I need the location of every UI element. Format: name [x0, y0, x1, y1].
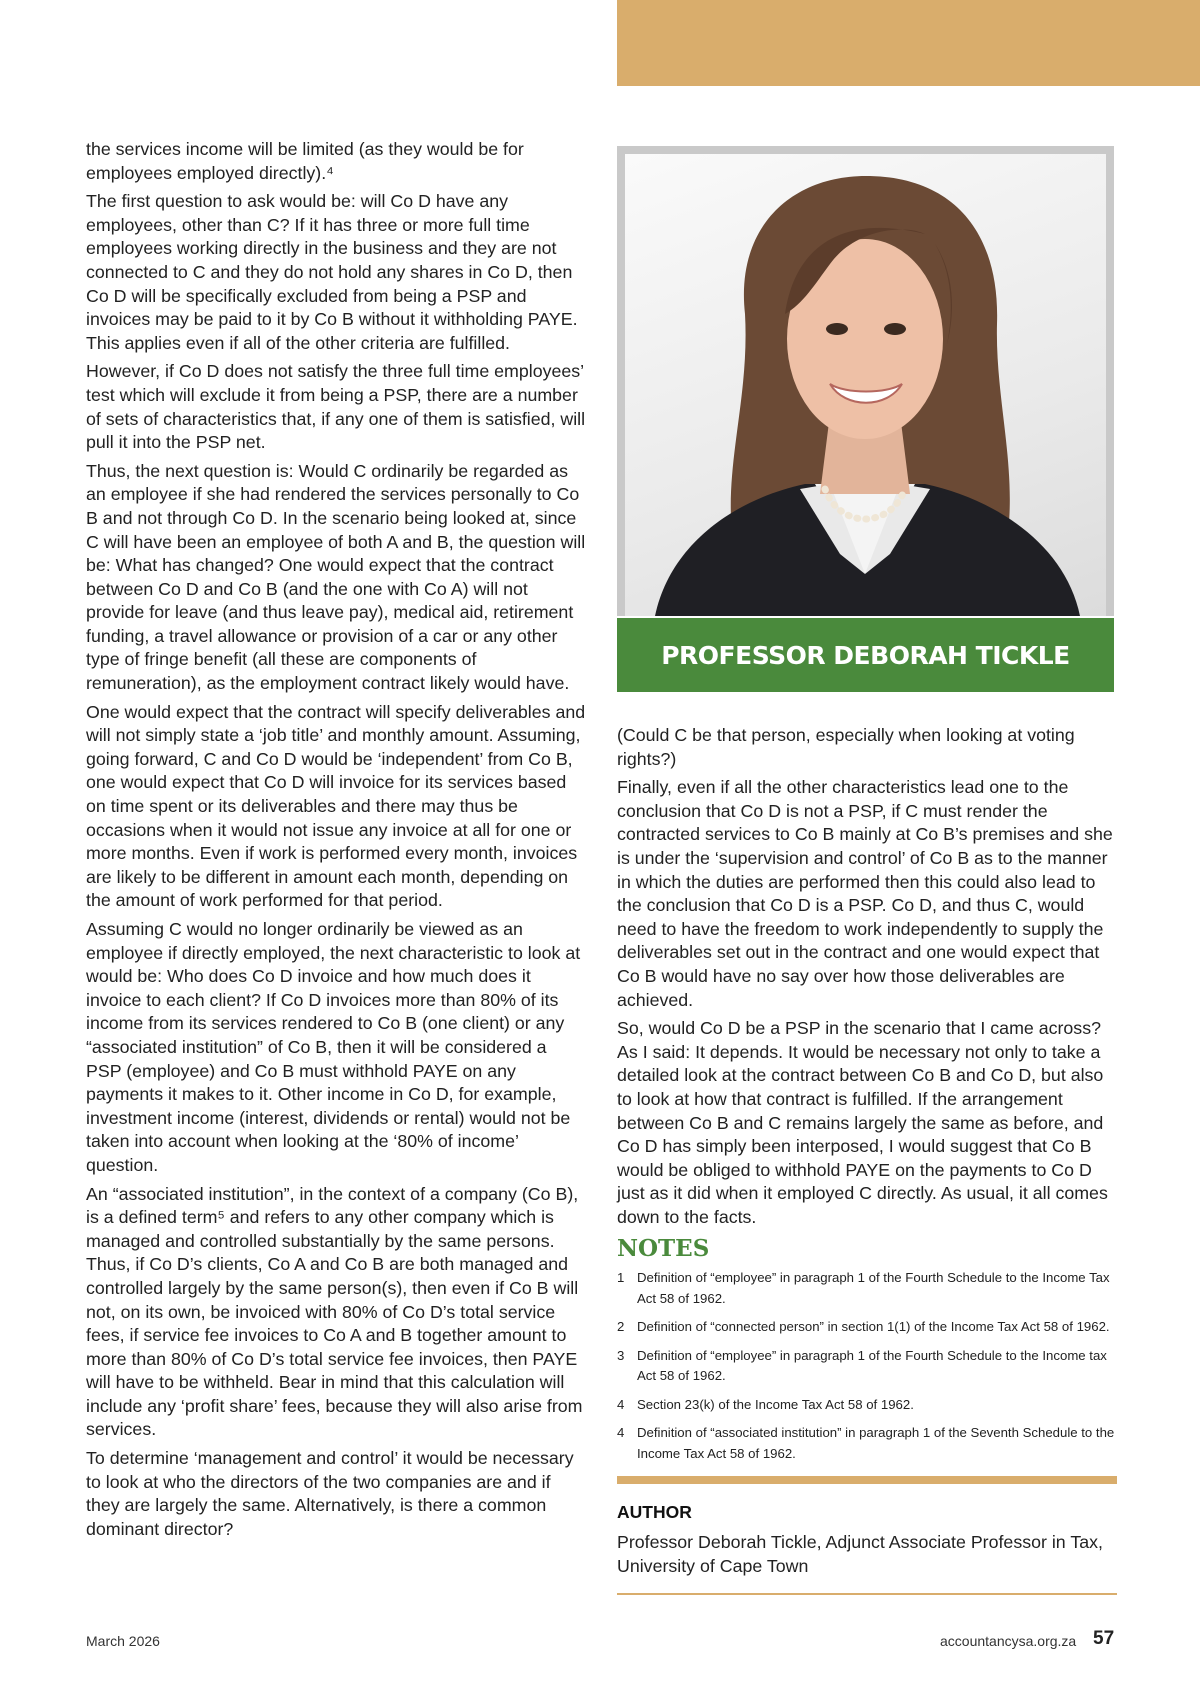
note-text: Definition of “employee” in paragraph 1 of the Fourth Schedule to the Income Tax Act 58 of 1962.	[637, 1270, 1110, 1306]
top-accent-bar	[617, 0, 1200, 86]
note-text: Definition of “associated institution” in paragraph 1 of the Seventh Schedule to the Income Tax Act 58 of 1962.	[637, 1425, 1115, 1461]
note-item	[617, 1346, 1117, 1387]
body-paragraph: However, if Co D does not satisfy the three full time employees’ test which will exclude it from being a PSP, there are a number of sets of characteristics that, if any one of them is satisfied, will pull it into the PSP net.	[86, 361, 586, 453]
body-paragraph: To determine ‘management and control’ it would be necessary to look at who the directors of the two companies are and if they are largely the same. Alternatively, is there a common dominant director?	[86, 1448, 574, 1539]
note-item	[617, 1317, 1117, 1338]
note-number: 4	[617, 1425, 625, 1441]
note-text: Section 23(k) of the Income Tax Act 58 of 1962.	[637, 1396, 914, 1412]
author-photo	[617, 146, 1114, 616]
notes-heading: NOTES	[617, 1235, 710, 1263]
author-text: Professor Deborah Tickle, Adjunct Associate Professor in Tax, University of Cape Town	[617, 1532, 1103, 1577]
portrait-photo-icon	[625, 154, 1106, 616]
body-paragraph: An “associated institution”, in the context of a company (Co B), is a defined term⁵ and refers to any other company which is managed and controlled substantially by the same persons. Thus, if Co D’s clients, Co A and Co B are both managed and controlled largely by the same person(s), then even if Co B will not, on its own, be invoiced with 80% of Co D’s total service fees, if service fee invoices to Co A and B together amount to more than 80% of Co D’s total service fee invoices, then PAYE will have to be withheld. Bear in mind that this calculation will include any ‘profit share’ fees, because they will also arise from services.	[86, 1183, 583, 1440]
footer-date: March 2026	[86, 1633, 160, 1649]
note-number: 1	[617, 1270, 625, 1286]
note-item	[617, 1395, 1117, 1416]
note-text: Definition of “employee” in paragraph 1 of the Fourth Schedule to the Income tax Act 58 of 1962.	[637, 1347, 1107, 1384]
body-paragraph: The first question to ask would be: will Co D have any employees, other than C? If it has three or more full time employees working directly in the business and they are not connected to C and they do not hold any shares in Co D, then Co D will be specifically excluded from being a PSP and invoices may be paid to it by Co B without it withholding PAYE. This applies even if all of the other criteria are fulfilled.	[86, 191, 578, 353]
body-paragraph: the services income will be limited (as they would be for employees employed directly).⁴	[86, 139, 524, 183]
body-paragraph: Finally, even if all the other characteristics lead one to the conclusion that Co D is not a PSP, if C must render the contracted services to Co B mainly at Co B’s premises and she is under the ‘supervision and control’ of Co B as to the manner in which the duties are performed then this could also lead to the conclusion that Co D is a PSP. Co D, and thus C, would need to have the freedom to work independently to supply the deliverables set out in the contract and one would expect that Co B would have no say over how those deliverables are achieved.	[617, 777, 1113, 1010]
note-text: Definition of “connected person” in section 1(1) of the Income Tax Act 58 of 1962.	[637, 1319, 1110, 1335]
body-paragraph: (Could C be that person, especially when looking at voting rights?)	[617, 725, 1075, 769]
note-number: 3	[617, 1347, 625, 1363]
body-paragraph: One would expect that the contract will specify deliverables and will not simply state a ‘job title’ and monthly amount. Assuming, going forward, C and Co D would be ‘independent’ from Co B, one would expect that Co D will invoice for its services based on time spent or its deliverables and there may thus be occasions when it would not issue any invoice at all for one or more months. Even if work is performed every month, invoices are likely to be different in amount each month, depending on the amount of work performed for that period.	[86, 701, 586, 911]
profile-name-banner	[617, 618, 1114, 692]
right-column	[617, 724, 1117, 1595]
body-paragraph: Assuming C would no longer ordinarily be viewed as an employee if directly employed, the next characteristic to look at would be: Who does Co D invoice and how much does it invoice to each client? If Co D invoices more than 80% of its income from its services rendered to Co B (one client) or any “associated institution” of Co B, then it will be considered a PSP (employee) and Co B must withhold PAYE on any payments it makes to it. Other income in Co D, for example, investment income (interest, dividends or rental) would not be taken into account when looking at the ‘80% of income’ question.	[86, 919, 581, 1175]
page-number: 57	[1093, 1628, 1115, 1649]
author-heading: AUTHOR	[617, 1502, 692, 1523]
note-item	[617, 1423, 1117, 1464]
profile-name: PROFESSOR DEBORAH TICKLE	[661, 640, 1070, 670]
note-number: 2	[617, 1319, 625, 1335]
author-divider	[617, 1593, 1117, 1595]
body-paragraph: Thus, the next question is: Would C ordinarily be regarded as an employee if she had rendered the services personally to Co B and not through Co D. In the scenario being looked at, since C will have been an employee of both A and B, the question will be: What has changed? One would expect that the contract between Co D and Co B (and the one with Co A) will not provide for leave (and thus leave pay), medical aid, retirement funding, a travel allowance or provision of a car or any other type of fringe benefit (all these are components of remuneration), as the employment contract likely would have.	[86, 460, 586, 694]
left-column	[86, 138, 586, 1546]
note-number: 4	[617, 1396, 625, 1412]
section-divider	[617, 1476, 1117, 1484]
footer-site: accountancysa.org.za	[940, 1633, 1077, 1649]
note-item	[617, 1268, 1117, 1309]
body-paragraph: So, would Co D be a PSP in the scenario that I came across? As I said: It depends. It would be necessary not only to take a detailed look at the contract between Co B and Co D, but also to look at how that contract is fulfilled. If the arrangement between Co B and C remains largely the same as before, and Co D has simply been interposed, I would suggest that Co B would be obliged to withhold PAYE on the payments to Co D just as it did when it employed C directly. As usual, it all comes down to the facts.	[617, 1018, 1108, 1227]
notes-list	[617, 1268, 1117, 1464]
